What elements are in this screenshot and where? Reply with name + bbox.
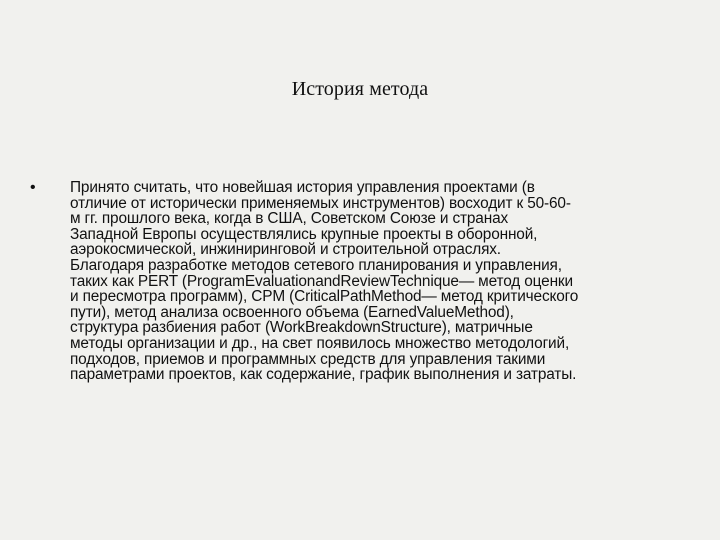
text-line: подходов, приемов и программных средств для управления такими	[70, 350, 546, 368]
bullet-text	[70, 180, 690, 383]
text-line: Западной Европы осуществлялись крупные проекты в оборонной,	[70, 225, 538, 243]
bullet-list	[30, 180, 690, 383]
text-line: Принято считать, что новейшая история управления проектами (в	[70, 179, 535, 196]
text-line: аэрокосмической, инжиниринговой и строительной отраслях.	[70, 241, 501, 259]
bullet-item	[30, 180, 690, 383]
text-line: отличие от исторически применяемых инструментов) восходит к 50-60-	[70, 194, 571, 212]
text-line: методы организации и др., на свет появилось множество методологий,	[70, 334, 570, 352]
text-line: м гг. прошлого века, когда в США, Советском Союзе и странах	[70, 210, 509, 228]
text-line: таких как PERT (ProgramEvaluationandReviewTechnique— метод оценки	[70, 272, 573, 290]
text-line: Благодаря разработке методов сетевого планирования и управления,	[70, 256, 562, 274]
text-line: пути), метод анализа освоенного объема (EarnedValueMethod),	[70, 303, 514, 321]
text-line: параметрами проектов, как содержание, график выполнения и затраты.	[70, 366, 577, 384]
text-line: структура разбиения работ (WorkBreakdownStructure), матричные	[70, 319, 533, 337]
text-line: и пересмотра программ), CPM (CriticalPathMethod— метод критического	[70, 288, 579, 306]
bullet-icon: •	[30, 179, 36, 196]
slide-title: История метода	[291, 78, 429, 100]
